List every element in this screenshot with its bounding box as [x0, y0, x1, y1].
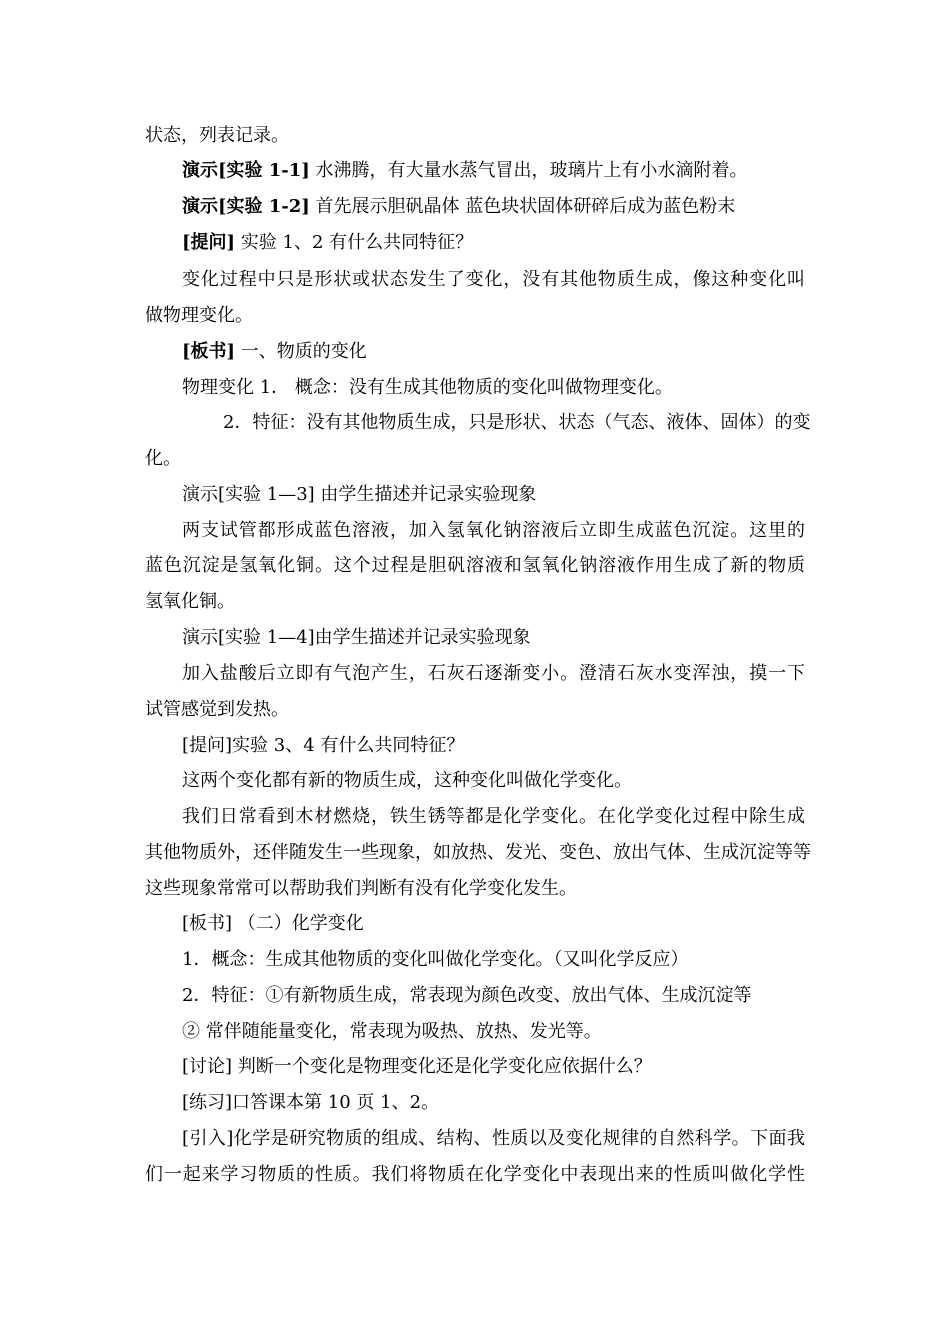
text-line: 状态，列表记录。	[145, 125, 289, 146]
text-line: ② 常伴随能量变化，常表现为吸热、放热、发光等。	[182, 1021, 602, 1042]
text-line: 氢氧化铜。	[145, 591, 235, 612]
demo-line-experiment-1-2: 演示[实验 1-2] 首先展示胆矾晶体 蓝色块状固体研碎后成为蓝色粉末	[182, 196, 736, 217]
demo-line-experiment-1-1: 演示[实验 1-1] 水沸腾，有大量水蒸气冒出，玻璃片上有小水滴附着。	[182, 160, 748, 181]
text-line: 试管感觉到发热。	[145, 699, 289, 720]
text-line: 2．特征：没有其他物质生成，只是形状、状态（气态、液体、固体）的变	[223, 412, 811, 433]
text-line: 物理变化 1． 概念：没有生成其他物质的变化叫做物理变化。	[182, 377, 673, 398]
question-label: [提问]	[182, 232, 236, 253]
text-line: [提问]实验 3、4 有什么共同特征？	[182, 735, 465, 756]
text-line: 其他物质外，还伴随发生一些现象，如放热、发光、变色、放出气体、生成沉淀等等	[145, 842, 811, 863]
text-line: 1．概念：生成其他物质的变化叫做化学变化。（又叫化学反应）	[182, 949, 689, 970]
text-line: 这些现象常常可以帮助我们判断有没有化学变化发生。	[145, 878, 577, 899]
text-line: 蓝色沉淀是氢氧化铜。这个过程是胆矾溶液和氢氧化钠溶液作用生成了新的物质	[145, 555, 805, 576]
text-line: 两支试管都形成蓝色溶液，加入氢氧化钠溶液后立即生成蓝色沉淀。这里的	[182, 520, 805, 541]
text-line: 2．特征：①有新物质生成，常表现为颜色改变、放出气体、生成沉淀等	[182, 985, 752, 1006]
text-line: 加入盐酸后立即有气泡产生，石灰石逐渐变小。澄清石灰水变浑浊，摸一下	[182, 663, 805, 684]
text-line: [练习]口答课本第 10 页 1、2。	[182, 1092, 440, 1113]
text-line: [引入]化学是研究物质的组成、结构、性质以及变化规律的自然科学。下面我	[182, 1128, 805, 1149]
text-line: 变化过程中只是形状或状态发生了变化，没有其他物质生成，像这种变化叫	[182, 269, 805, 290]
text-line: 演示[实验 1—3] 由学生描述并记录实验现象	[182, 484, 537, 505]
text-line: 演示[实验 1—4]由学生描述并记录实验现象	[182, 627, 531, 648]
demo-label: 演示[实验 1-2]	[182, 196, 310, 217]
question-line: [提问] 实验 1、2 有什么共同特征？	[182, 232, 474, 253]
text-line: 化。	[145, 448, 181, 469]
text-line: 我们日常看到木材燃烧，铁生锈等都是化学变化。在化学变化过程中除生成	[182, 806, 805, 827]
text-line: 做物理变化。	[145, 305, 253, 326]
text-line: 们一起来学习物质的性质。我们将物质在化学变化中表现出来的性质叫做化学性	[145, 1164, 805, 1185]
board-line: [板书] 一、物质的变化	[182, 341, 367, 362]
demo-label: 演示[实验 1-1]	[182, 160, 310, 181]
text-line: [板书] （二）化学变化	[182, 913, 364, 934]
board-label: [板书]	[182, 341, 236, 362]
text-line: [讨论] 判断一个变化是物理变化还是化学变化应依据什么？	[182, 1056, 652, 1077]
text-line: 这两个变化都有新的物质生成，这种变化叫做化学变化。	[182, 770, 632, 791]
